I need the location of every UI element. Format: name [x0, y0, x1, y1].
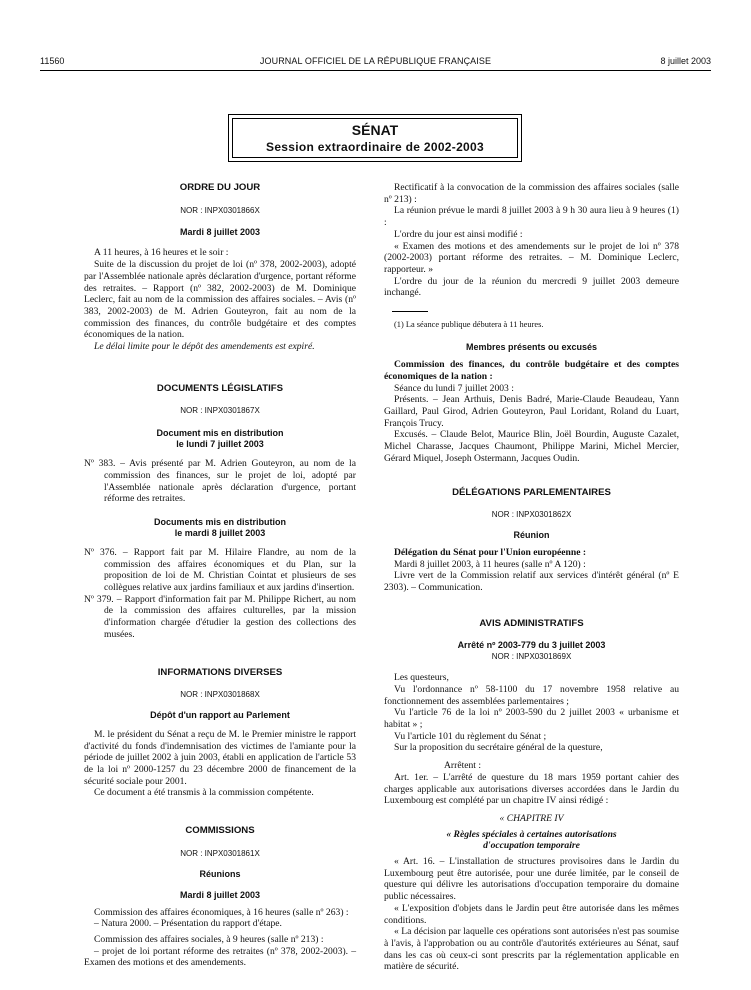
- delegation-name: Délégation du Sénat pour l'Union européenne :: [394, 547, 587, 558]
- vu-ordonnance: Vu l'ordonnance nº 58-1100 du 17 novembre 1958 relative au fonctionnement des assemblées parlementaires ;: [384, 683, 679, 707]
- natura-item: – Natura 2000. – Présentation du rapport d'étape.: [94, 918, 282, 930]
- reunion-heading: Réunion: [513, 530, 550, 541]
- nor-code: NOR : INPX0301861X: [180, 848, 260, 858]
- projet-item: – projet de loi portant réforme des retraites (nº 378, 2002-2003). – Examen des motions et des amendements.: [84, 945, 356, 969]
- delegation-date: Mardi 8 juillet 2003, à 11 heures (salle nº A 120) :: [394, 558, 586, 570]
- footnote: (1) La séance publique débutera à 11 heures.: [394, 320, 544, 330]
- document-item: Nº 383. – Avis présenté par M. Adrien Gouteyron, au nom de la commission des finances, sur le projet de loi, adopté par l'Assemblée nationale après déclaration d'urgence, portant réforme des retraites.: [84, 458, 356, 505]
- excuses-list: Excusés. – Claude Belot, Maurice Blin, Joël Bourdin, Auguste Cazalet, Michel Charasse, Jacques Chaumont, Philippe Marini, Michel Mercier, Gérard Miquel, Joseph Ostermann, Jacques Oudin.: [384, 429, 679, 464]
- amendment-deadline: Le délai limite pour le dépôt des amendements est expiré.: [94, 341, 315, 353]
- reunions-heading: Réunions: [199, 868, 241, 879]
- header-rule: [40, 70, 711, 71]
- article-1: Art. 1er. – L'arrêté de questure du 18 mars 1959 portant cahier des charges applicable aux autorisations diverses accordées dans le Jardin du Luxembourg est complété par un chapitre IV ainsi rédigé :: [384, 771, 679, 807]
- exposition: « L'exposition d'objets dans le Jardin peut être autorisée dans les mêmes conditions.: [384, 902, 679, 926]
- presents-list: Présents. – Jean Arthuis, Denis Badré, Marie-Claude Beaudeau, Yann Gaillard, Paul Girod, Adrien Gouteyron, Paul Loridant, Roland du Luart, François Trucy.: [384, 394, 679, 429]
- vu-article-101: Vu l'article 101 du règlement du Sénat ;: [394, 730, 547, 742]
- issue-date: 8 juillet 2003: [660, 56, 711, 66]
- depot-text: M. le président du Sénat a reçu de M. le Premier ministre le rapport d'activité du fonds d'indemnisation des victimes de l'amiante pour la période de juillet 2002 à juin 2003, établi en application de l'article 53 de la loi nº 2000-1257 du 23 décembre 2000 de financement de la sécurité sociale pour 2001.: [84, 728, 356, 787]
- nor-code: NOR : INPX0301868X: [180, 690, 260, 700]
- membres-heading: Membres présents ou excusés: [465, 342, 598, 353]
- informations-heading: INFORMATIONS DIVERSES: [157, 666, 283, 678]
- depot-transmis: Ce document a été transmis à la commission compétente.: [94, 787, 314, 799]
- reunion-date: Mardi 8 juillet 2003: [179, 889, 261, 900]
- vu-article-76: Vu l'article 76 de la loi nº 2003-590 du 2 juillet 2003 « urbanisme et habitat » ;: [384, 707, 679, 731]
- page-number: 11560: [40, 56, 65, 66]
- nor-code: NOR : INPX0301866X: [180, 205, 260, 215]
- journal-title: JOURNAL OFFICIEL DE LA RÉPUBLIQUE FRANÇAISE: [259, 56, 492, 66]
- document-item: Nº 379. – Rapport d'information fait par M. Philippe Richert, au nom de la commission des affaires culturelles, par la mission d'information chargée d'étudier la gestion des collections des musées.: [84, 593, 356, 640]
- arrete-heading: Arrêté nº 2003-779 du 3 juillet 2003: [457, 639, 606, 650]
- avis-heading: AVIS ADMINISTRATIFS: [479, 617, 584, 629]
- regles-heading: « Règles spéciales à certaines autorisations d'occupation temporaire: [446, 828, 617, 852]
- nor-code: NOR : INPX0301862X: [491, 510, 572, 520]
- left-column: [84, 182, 356, 969]
- nor-code: NOR : INPX0301869X: [491, 652, 572, 662]
- reunion-prevue: La réunion prévue le mardi 8 juillet 2003 à 9 h 30 aura lieu à 9 heures (1) :: [384, 205, 679, 229]
- ordre-du-jour-heading: ORDRE DU JOUR: [179, 182, 261, 193]
- examen-motions: « Examen des motions et des amendements sur le projet de loi nº 378 (2002-2003) portant réforme des retraites. – M. Dominique Leclerc, rapporteur. »: [384, 240, 679, 275]
- commissions-heading: COMMISSIONS: [185, 825, 255, 837]
- arretent: Arrêtent :: [444, 760, 482, 772]
- article-16: « Art. 16. – L'installation de structures provisoires dans le Jardin du Luxembourg peut être autorisée, pour une durée limitée, par le conseil de questure qui délivre les autorisations d'occupation temporaire du domaine public nécessaires.: [384, 856, 679, 903]
- chapitre: « CHAPITRE IV: [499, 812, 564, 824]
- right-column: [384, 182, 679, 973]
- commission-eco: Commission des affaires économiques, à 16 heures (salle nº 263) :: [94, 906, 349, 918]
- doc-sub-heading-2: Documents mis en distribution le mardi 8 juillet 2003: [153, 516, 286, 538]
- documents-heading: DOCUMENTS LÉGISLATIFS: [156, 382, 284, 394]
- date-heading: Mardi 8 juillet 2003: [179, 227, 261, 238]
- delegations-heading: DÉLÉGATIONS PARLEMENTAIRES: [452, 486, 611, 498]
- ordre-text: Suite de la discussion du projet de loi (nº 378, 2002-2003), adopté par l'Assemblée nationale après déclaration d'urgence, portant réforme des retraites. – Rapport (nº 382, 2002-2003) de M. Dominique Leclerc, fait au nom de la commission des affaires sociales. – Avis (nº 383, 2002-2003) de M. Adrien Gouteyron, fait au nom de la commission des finances, du contrôle budgétaire et des comptes économiques de la nation.: [84, 259, 356, 341]
- footnote-rule: [392, 311, 428, 312]
- sur-proposition: Sur la proposition du secrétaire général de la questure,: [394, 742, 603, 754]
- commission-soc: Commission des affaires sociales, à 9 heures (salle nº 213) :: [94, 933, 324, 945]
- questeurs: Les questeurs,: [394, 672, 449, 684]
- ordre-inchange: L'ordre du jour de la réunion du mercredi 9 juillet 2003 demeure inchangé.: [384, 275, 679, 299]
- depot-heading: Dépôt d'un rapport au Parlement: [150, 709, 290, 720]
- doc-sub-heading-1: Document mis en distribution le lundi 7 juillet 2003: [156, 428, 284, 450]
- decision: « La décision par laquelle ces opérations sont autorisées n'est pas soumise à l'avis, à l'approbation ou au contrôle d'autorités extérieures au Sénat, sauf dans les cas où ceux-ci sont prescrits par la réglementation applicable en matière de sécurité.: [384, 926, 679, 973]
- livre-vert: Livre vert de la Commission relatif aux services d'intérêt général (nº E 2303). – Communication.: [384, 570, 679, 594]
- title-box: [232, 118, 518, 158]
- sitting-hours: A 11 heures, à 16 heures et le soir :: [94, 247, 229, 259]
- nor-code: NOR : INPX0301867X: [180, 406, 260, 416]
- commission-finances: Commission des finances, du contrôle budgétaire et des comptes économiques de la nation :: [384, 359, 679, 382]
- ordre-modifie: L'ordre du jour est ainsi modifié :: [394, 228, 523, 240]
- page-header: [40, 56, 711, 68]
- title: SÉNAT: [351, 122, 399, 138]
- rectificatif: Rectificatif à la convocation de la commission des affaires sociales (salle nº 213) :: [384, 182, 679, 205]
- seance-date: Séance du lundi 7 juillet 2003 :: [394, 382, 514, 394]
- document-item: Nº 376. – Rapport fait par M. Hilaire Flandre, au nom de la commission des affaires économiques et du Plan, sur la proposition de loi de M. Christian Cointat et plusieurs de ses collègues relative aux jardins familiaux et aux jardins d'insertion.: [84, 546, 356, 593]
- subtitle: Session extraordinaire de 2002-2003: [266, 140, 484, 155]
